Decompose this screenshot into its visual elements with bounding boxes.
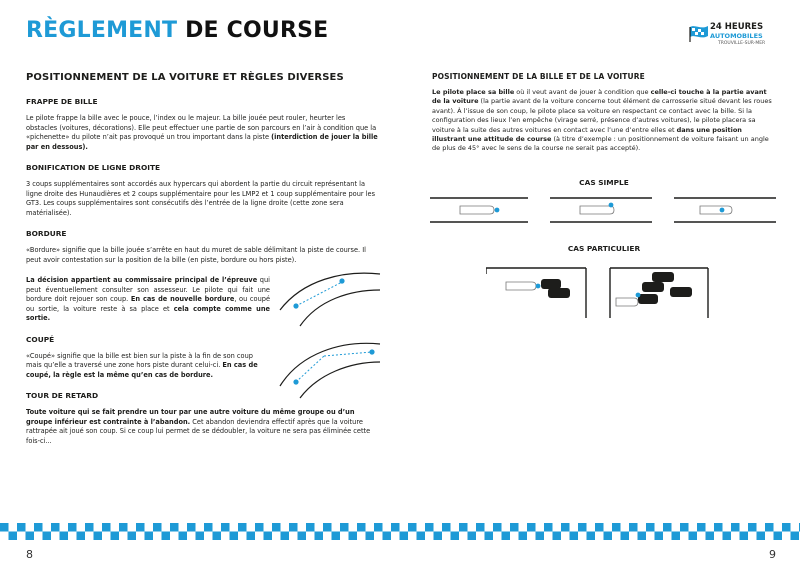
checker-square xyxy=(289,523,298,532)
left-column xyxy=(26,72,378,457)
bonification-text: 3 coups supplémentaires sont accordés aux hypercars qui abordent la partie du circuit représentant la ligne droite des Hunaudières et 2 coups supplémentaire pour les LMP2 et 1 coup supplémentaire pour les GT3. Les coups supplémentaires sont consécutifs dès l’entrée de la ligne droite (cette zone sera matérialisée). xyxy=(26,180,376,217)
frappe-title: FRAPPE DE BILLE xyxy=(26,97,98,106)
bordure-title: BORDURE xyxy=(26,229,67,238)
bordure-rule xyxy=(26,276,270,324)
bordure-block xyxy=(26,276,378,324)
right-bold1: Le pilote place sa bille xyxy=(432,88,515,96)
checker-square xyxy=(731,523,740,532)
checker-square xyxy=(128,532,137,541)
checker-square xyxy=(170,523,179,532)
retard-body: Cet abandon deviendra effectif après que la voiture rattrapée ait joué son coup. Si ce coup lui permet de se dédoubler, la voiture ne sera pas éliminée cette fois-ci... xyxy=(26,417,371,445)
checker-square xyxy=(672,532,681,541)
checker-square xyxy=(663,523,672,532)
checker-square xyxy=(374,523,383,532)
checker-square xyxy=(51,523,60,532)
checker-square xyxy=(485,532,494,541)
checker-square xyxy=(247,532,256,541)
bordure-text3: , ou coupé ou sortie, la voiture reste à sa place et xyxy=(26,295,271,313)
page-number-left: 8 xyxy=(26,548,33,561)
checker-square xyxy=(612,523,621,532)
checker-square xyxy=(417,532,426,541)
checker-square xyxy=(26,532,35,541)
checker-square xyxy=(221,523,230,532)
checker-square xyxy=(493,523,502,532)
page-title xyxy=(26,18,328,43)
checker-square xyxy=(570,532,579,541)
checker-square xyxy=(111,532,120,541)
checker-square xyxy=(757,532,766,541)
right-text1: où il veut avant de jouer à condition que xyxy=(514,88,651,96)
checker-square xyxy=(740,532,749,541)
checker-square xyxy=(706,532,715,541)
checker-square xyxy=(595,523,604,532)
right-column xyxy=(432,72,776,162)
title-part1: RÈGLEMENT xyxy=(26,18,178,43)
checker-square xyxy=(400,532,409,541)
checker-square xyxy=(187,523,196,532)
coupe-body: «Coupé» signifie que la bille est bien sur la piste à la fin de son coup mais qu’elle a traversé une zone hors piste durant celui-ci. xyxy=(26,351,253,369)
checker-square xyxy=(697,523,706,532)
checker-square xyxy=(527,523,536,532)
right-text2: (la partie avant de la voiture concerne tout élément de carrosserie situé devant les roues avant). À l’issue de son coup, le pilote place sa voiture en respectant ce contact avec la bille. Si la configuration des lieux l’en empêche (virage serré, présence d’autres voitures), le pilote placera sa voiture à la suite des autres voitures en contact avec l’une d’entre elles et xyxy=(432,97,772,134)
checker-square xyxy=(502,532,511,541)
checker-square xyxy=(366,532,375,541)
checker-square xyxy=(349,532,358,541)
checker-square xyxy=(468,532,477,541)
right-text3: (à titre d’exemple : un positionnement de voiture faisant un angle de plus de 45° avec le sens de la course ne serait pas accepté). xyxy=(432,135,769,153)
checker-square xyxy=(638,532,647,541)
checker-square xyxy=(196,532,205,541)
retard-title: TOUR DE RETARD xyxy=(26,391,99,400)
checker-square xyxy=(34,523,43,532)
coupe-block xyxy=(26,352,378,381)
checker-square xyxy=(383,532,392,541)
checker-square xyxy=(646,523,655,532)
logo-line3: TROUVILLE-SUR-MER xyxy=(718,41,766,46)
checker-square xyxy=(162,532,171,541)
title-part2: DE COURSE xyxy=(185,18,329,43)
checker-square xyxy=(629,523,638,532)
checker-square xyxy=(68,523,77,532)
coupe-bold: En cas de coupé, la règle est la même qu’en cas de bordure. xyxy=(26,361,258,379)
bordure-bold1: La décision appartient au commissaire principal de l’épreuve xyxy=(26,276,258,284)
cas-simple-title: CAS SIMPLE xyxy=(579,178,629,187)
checker-square xyxy=(357,523,366,532)
checker-square xyxy=(281,532,290,541)
checker-square xyxy=(306,523,315,532)
cas-particulier-title: CAS PARTICULIER xyxy=(567,244,641,253)
checker-square xyxy=(434,532,443,541)
checker-square xyxy=(340,523,349,532)
checker-square xyxy=(179,532,188,541)
checker-square xyxy=(553,532,562,541)
bordure-bold2: En cas de nouvelle bordure xyxy=(130,295,235,303)
checker-square xyxy=(536,532,545,541)
checker-square xyxy=(714,523,723,532)
checker-square xyxy=(298,532,307,541)
checker-square xyxy=(689,532,698,541)
checker-square xyxy=(213,532,222,541)
checker-square xyxy=(544,523,553,532)
retard-bold: Toute voiture qui se fait prendre un tour par une autre voiture du même groupe ou d’un groupe inférieur est contrainte à l’abandon. xyxy=(26,408,355,426)
checker-square xyxy=(136,523,145,532)
frappe-bold: (interdiction de jouer la bille par en dessous). xyxy=(26,133,378,151)
coupe-diagram xyxy=(278,334,388,400)
frappe-text xyxy=(26,114,378,152)
checker-square xyxy=(408,523,417,532)
checker-square xyxy=(264,532,273,541)
checker-square xyxy=(782,523,791,532)
checker-square xyxy=(604,532,613,541)
coupe-text xyxy=(26,352,270,381)
bordure-diagram xyxy=(278,268,388,330)
checker-square xyxy=(85,523,94,532)
checker-square xyxy=(323,523,332,532)
checker-square xyxy=(230,532,239,541)
right-heading: POSITIONNEMENT DE LA BILLE ET DE LA VOITURE xyxy=(432,72,645,81)
checker-square xyxy=(0,523,9,532)
checker-square xyxy=(621,532,630,541)
right-bold2: celle-ci touche à la partie avant de la voiture xyxy=(432,88,767,106)
frappe-body: Le pilote frappe la bille avec le pouce, l’index ou le majeur. La bille jouée peut rouler, heurter les obstacles (voitures, décorations). Elle peut effectuer une partie de son parcours en l’air à condition que la «pichenette» du pilote n’ait pas provoqué un trou important dans la piste xyxy=(26,114,377,141)
checker-square xyxy=(94,532,103,541)
checker-square xyxy=(332,532,341,541)
checker-square xyxy=(451,532,460,541)
checker-square xyxy=(748,523,757,532)
checker-square xyxy=(774,532,783,541)
checker-square xyxy=(587,532,596,541)
checker-square xyxy=(145,532,154,541)
checker-square xyxy=(425,523,434,532)
checker-square xyxy=(680,523,689,532)
logo-line2: AUTOMOBILES xyxy=(710,32,763,40)
checker-square xyxy=(102,523,111,532)
bordure-text2: qui peut éventuellement consulter son assesseur. Le pilote qui fait une bordure doit rejouer son coup. xyxy=(26,276,270,303)
checker-square xyxy=(255,523,264,532)
checkered-band xyxy=(0,523,800,540)
checker-square xyxy=(765,523,774,532)
cas-simple-diagram xyxy=(430,192,776,226)
checker-square xyxy=(119,523,128,532)
bordure-bold3: cela compte comme une sortie. xyxy=(26,304,270,322)
logo-line1: 24 HEURES xyxy=(710,22,764,32)
checker-square xyxy=(43,532,52,541)
page-number-right: 9 xyxy=(769,548,776,561)
checker-square xyxy=(272,523,281,532)
checker-square xyxy=(791,532,800,541)
checker-square xyxy=(204,523,213,532)
checkered-flag-icon xyxy=(688,24,710,42)
checker-square xyxy=(519,532,528,541)
checker-square xyxy=(17,523,26,532)
checker-square xyxy=(723,532,732,541)
checker-square xyxy=(315,532,324,541)
checker-square xyxy=(238,523,247,532)
left-heading: POSITIONNEMENT DE LA VOITURE ET RÈGLES DIVERSES xyxy=(26,72,344,83)
checker-square xyxy=(77,532,86,541)
event-logo xyxy=(688,22,778,50)
checker-square xyxy=(510,523,519,532)
checker-square xyxy=(561,523,570,532)
right-bold3: dans une position illustrant une attitude de course xyxy=(432,125,742,144)
retard-text xyxy=(26,408,378,446)
checker-square xyxy=(442,523,451,532)
coupe-title: COUPÉ xyxy=(26,334,55,344)
checker-square xyxy=(9,532,18,541)
bordure-text: «Bordure» signifie que la bille jouée s’arrête en haut du muret de sable délimitant la piste de course. Il peut avoir contestation sur la position de la bille (en piste, bordure ou hors piste). xyxy=(26,246,366,264)
checker-square xyxy=(153,523,162,532)
checker-square xyxy=(655,532,664,541)
right-text xyxy=(432,88,776,154)
checker-square xyxy=(476,523,485,532)
cas-particulier-diagram xyxy=(486,262,726,322)
bonification-title: BONIFICATION DE LIGNE DROITE xyxy=(26,163,161,172)
checker-square xyxy=(578,523,587,532)
checker-square xyxy=(391,523,400,532)
checker-square xyxy=(459,523,468,532)
checker-square xyxy=(60,532,69,541)
